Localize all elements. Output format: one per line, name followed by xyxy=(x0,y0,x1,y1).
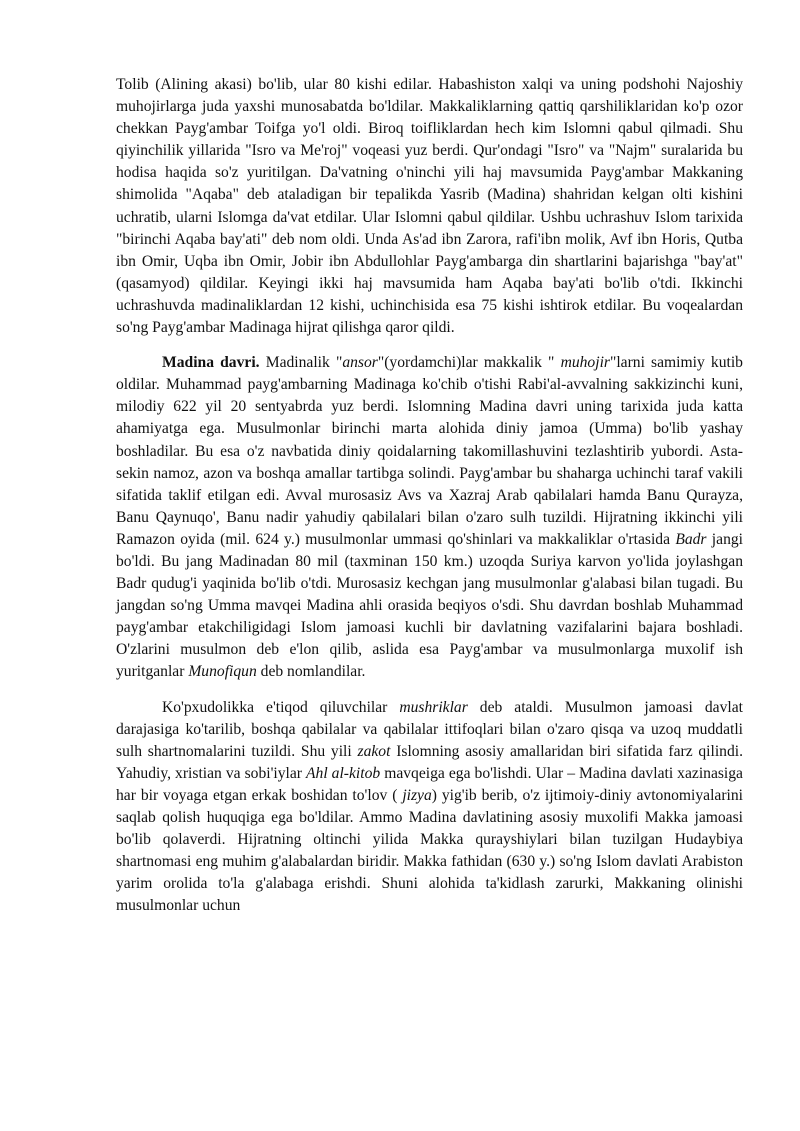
text-run: deb ataldi. Musulmon jamoasi davlat darajasiga ko'tarilib, boshqa qabilalar va qabilalar ittifoqlari bilan o'zaro qisqa va uzoq muddatli sulh shartnomalarini tuzildi. Shu yili xyxy=(116,698,743,760)
term-jizya: jizya xyxy=(402,786,432,804)
heading-text: Madina davri xyxy=(162,354,256,372)
text-run: "(yordamchi)lar makkalik " xyxy=(377,354,561,372)
text-run: Islomning asosiy amallaridan biri sifatida farz qilindi. Yahudiy, xristian va sobi'iylar xyxy=(116,742,744,782)
paragraph-madina-period xyxy=(116,352,743,683)
text-run: "larni samimiy kutib oldilar. Muhammad payg'ambarning Madinaga ko'chib o'tishi Rabi'al-avvalning sakkizinchi kuni, milodiy 622 yil 20 sentyabrda yuz berdi. Islomning Madina davri uning tarixida juda katta ahamiyatga ega. Musulmonlar birinchi marta alohida diniy jamoa (Umma) bo'lib yashay boshladilar. Bu esa o'z navbatida diniy qoidalarning takomillashuvini tezlashtirib yubordi. Asta-sekin namoz, azon va boshqa amallar tartibga solindi. Payg'ambar bu shaharga uchinchi taraf vakili sifatida taklif etilgan edi. Avval murosasiz Avs va Xazraj Arab qabilalari hamda Banu Qurayza, Banu Qaynuqo', Banu nadir yahudiy qabilalari bilan o'zaro sulh tuzildi. Hijratning ikkinchi yili Ramazon oyida (mil. 624 y.) musulmonlar ummasi qo'shinlari va makkaliklar o'rtasida xyxy=(116,354,743,548)
text-run: Ko'pxudolikka e'tiqod qiluvchilar xyxy=(162,698,400,716)
text-run: jangi bo'ldi. Bu jang Madinadan 80 mil (taxminan 150 km.) uzoqda Suriya karvon yo'lida joylashgan Badr qudug'i yaqinida bo'lib o'tdi. Murosasiz kechgan jang musulmonlar g'alabasi bilan tugadi. Bu jangdan so'ng Umma mavqei Madina ahli orasida beqiyos o'sdi. Shu davrdan boshlab Muhammad payg'ambar etakchiligidagi Islom jamoasi kuchli bir davlatning vazifalarini bajara boshladi. O'zlarini musulmon deb e'lon qilib, aslida esa Payg'ambar va musulmonlarga muxolif ish yuritganlar xyxy=(116,530,743,681)
paragraph-mushriklar xyxy=(116,697,743,918)
text-run: mavqeiga ega bo'lishdi. Ular – Madina davlati xazinasiga har bir voyaga etgan erkak boshidan to'lov ( xyxy=(116,764,743,804)
paragraph-text: Tolib (Alining akasi) bo'lib, ular 80 kishi edilar. Habashiston xalqi va uning podshohi Najoshiy muhojirlarga juda yaxshi munosabatda bo'ldilar. Makkaliklarning qattiq qarshiliklaridan ko'p ozor chekkan Payg'ambar Toifga yo'l oldi. Biroq toifliklardan hech kim Islomni qabul qilmadi. Shu qiyinchilik yillarida "Isro va Me'roj" voqeasi yuz berdi. Qur'ondagi "Isro" va "Najm" suralarida bu hodisa haqida so'z yuritilgan. Da'vatning o'ninchi yili haj mavsumida Payg'ambar Makkaning shimolida "Aqaba" deb ataladigan bir tepalikda Yasrib (Madina) shahridan kelgan olti kishini uchratib, ularni Islomga da'vat etdilar. Ular Islomni qabul qildilar. Ushbu uchrashuv Islom tarixida "birinchi Aqaba bay'ati" deb nom oldi. Unda As'ad ibn Zarora, rafi'ibn molik, Avf ibn Horis, Qutba ibn Omir, Uqba ibn Omir, Jobir ibn Abdullohlar Payg'ambarga din shartlarini bajarishga "bay'at" (qasamyod) qildilar. Keyingi ikki haj mavsumida ham Aqaba bay'ati bo'lib o'tdi. Ikkinchi uchrashuvda madinaliklardan 12 kishi, uchinchisida esa 75 kishi ishtirok etdilar. Bu voqealardan so'ng Payg'ambar Madinaga hijrat qilishga qaror qildi. xyxy=(116,76,743,337)
paragraph-habashiston-hijra xyxy=(116,74,743,339)
text-run: ) yig'ib berib, o'z ijtimoiy-diniy avtonomiyalarini saqlab qolish huquqiga ega bo'ldilar. Ammo Madina davlatining asosiy muxolifi Makka jamoasi bo'lib qolaverdi. Hijratning oltinchi yilida Makka qurayshiylari bilan tuzilgan Hudaybiya shartnomasi eng muhim g'alabalardan biridir. Makka fathidan (630 y.) so'ng Islom davlati Arabiston yarim orolida to'la g'alabaga erishdi. Shuni alohida ta'kidlash zarurki, Makkaning olinishi musulmonlar uchun xyxy=(116,786,743,915)
term-munofiqun: Munofiqun xyxy=(188,663,257,681)
text-run: Madinalik " xyxy=(259,354,343,372)
document-page xyxy=(116,74,743,917)
term-ahl-al-kitob: Ahl al-kitob xyxy=(306,764,381,782)
term-mushriklar: mushriklar xyxy=(399,698,468,716)
heading-dot: . xyxy=(255,354,260,372)
term-muhojir: muhojir xyxy=(560,354,610,372)
term-badr: Badr xyxy=(675,530,707,548)
section-heading-madina-davri xyxy=(162,354,260,371)
term-ansor: ansor xyxy=(342,354,378,372)
term-zakot: zakot xyxy=(357,742,391,760)
text-run: deb nomlandilar. xyxy=(256,663,366,681)
